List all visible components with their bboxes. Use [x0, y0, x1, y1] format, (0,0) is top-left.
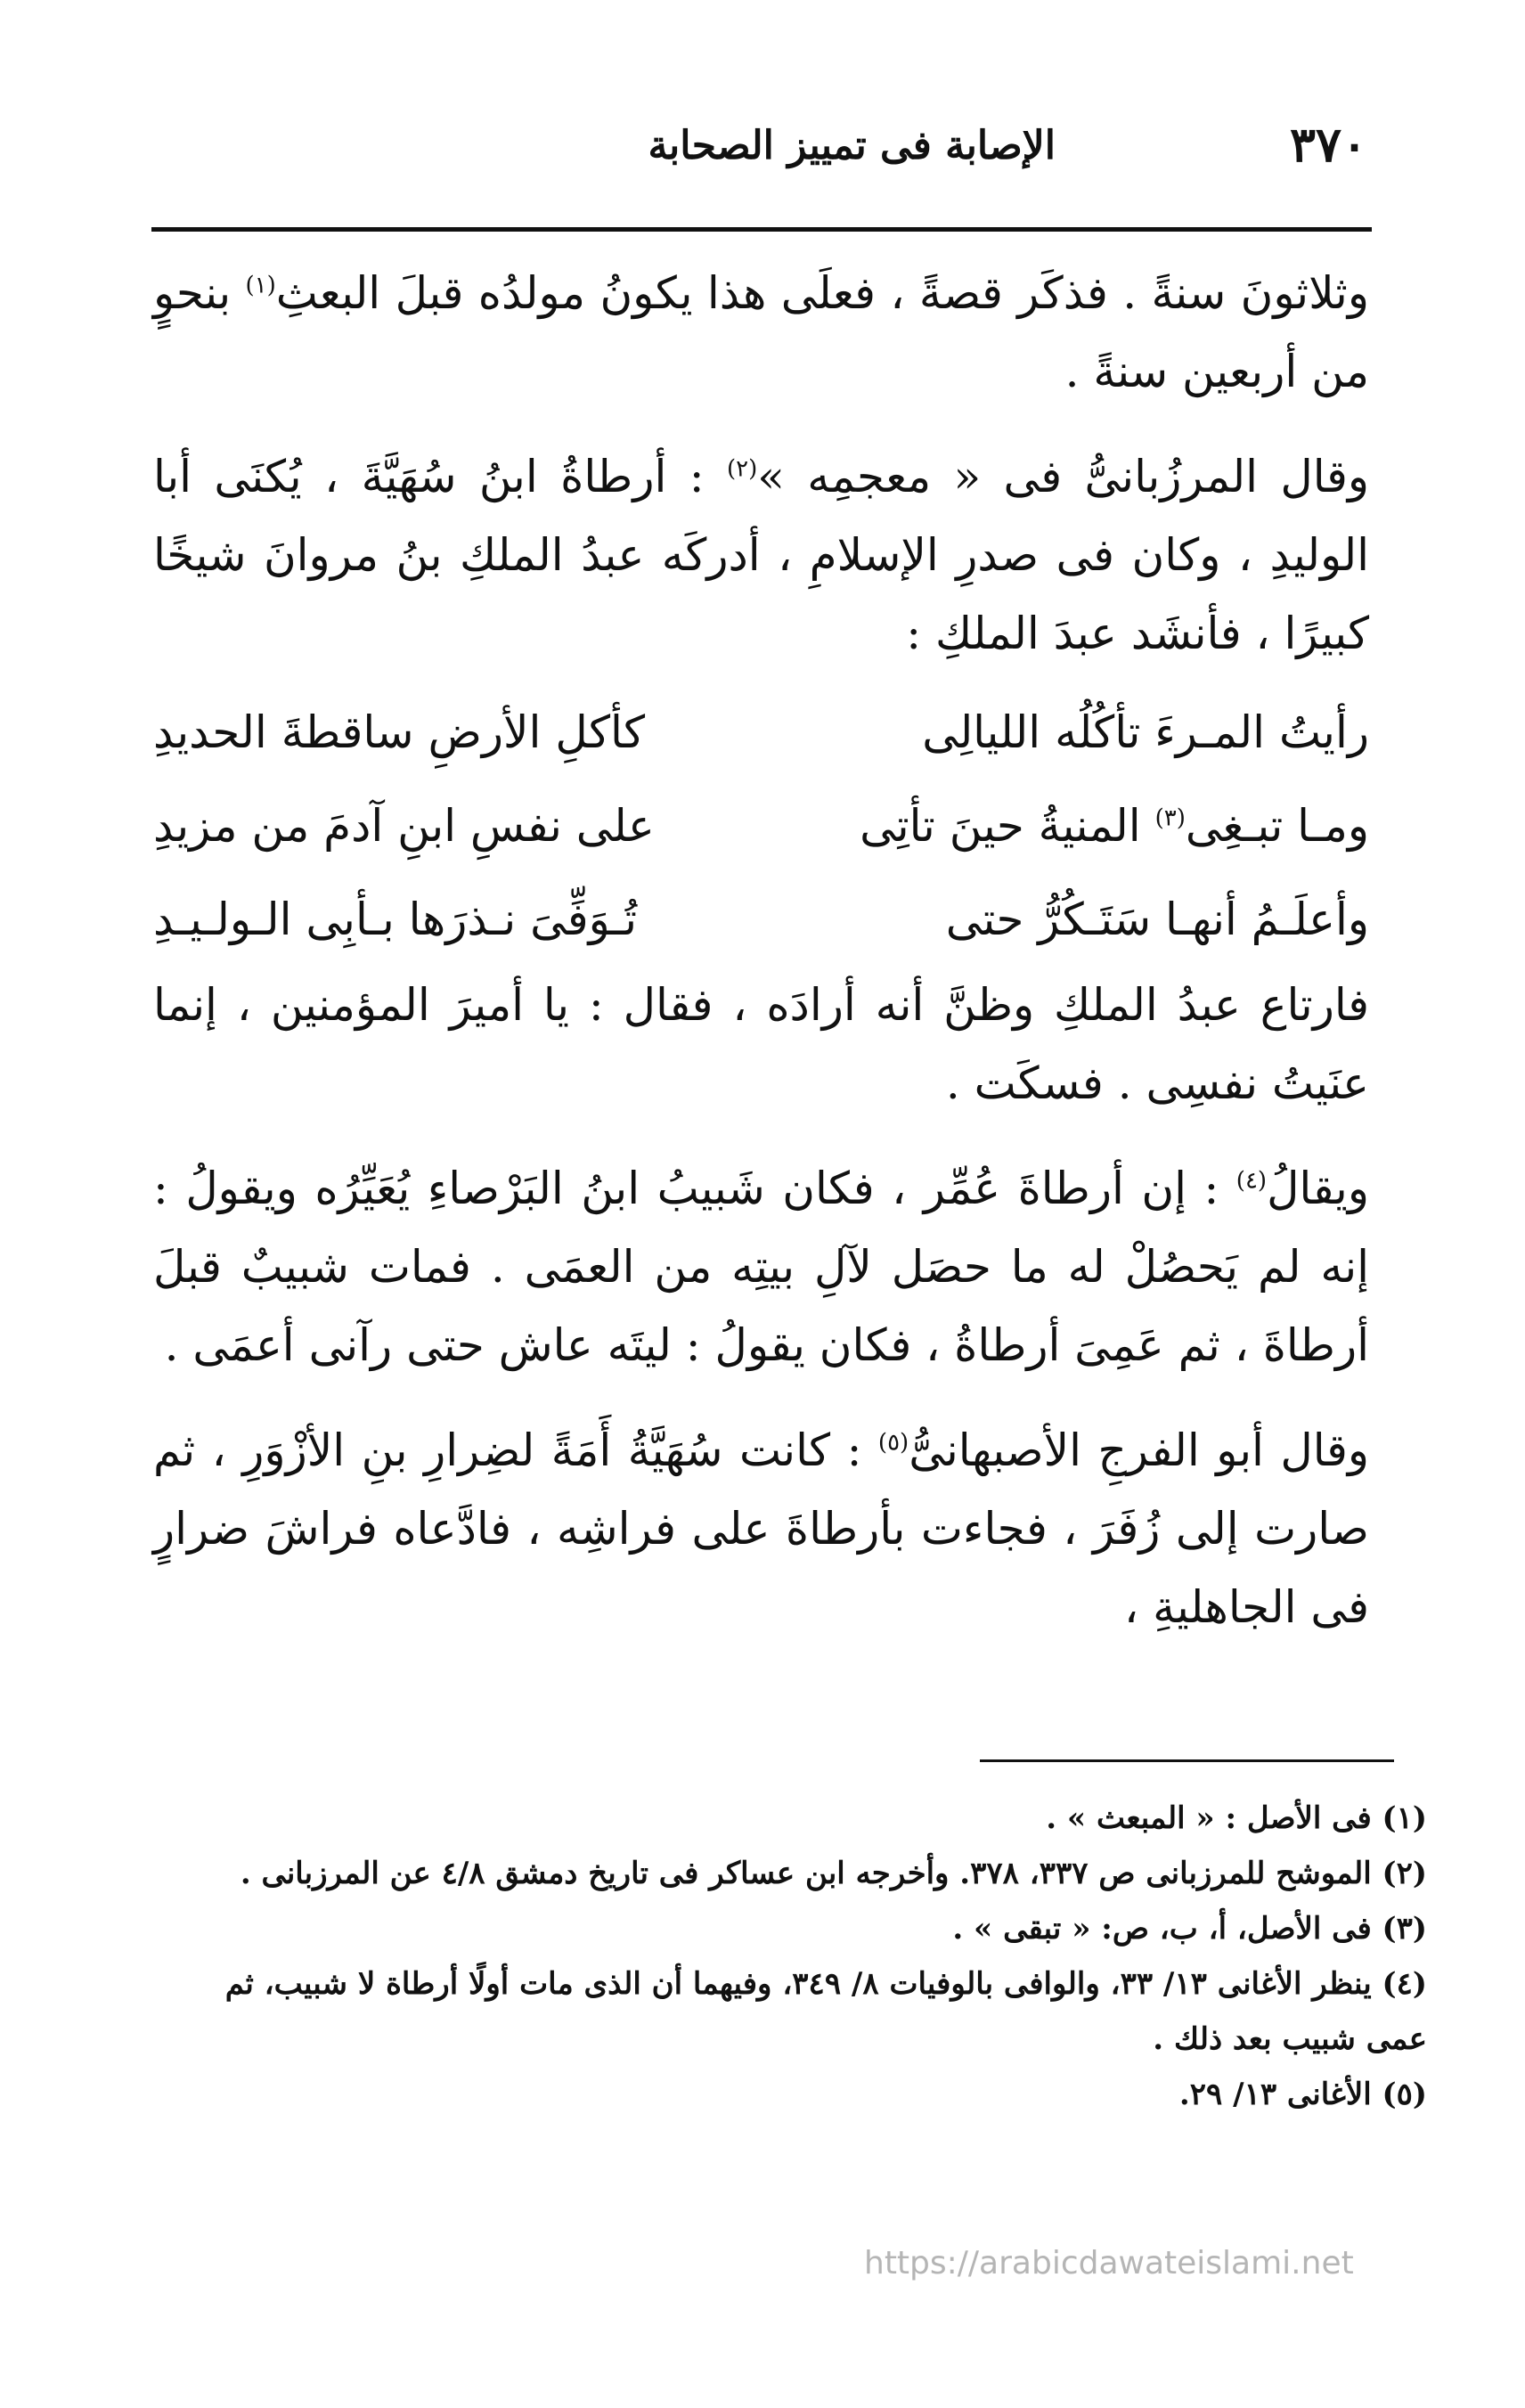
footnote-ref-1: (١) [245, 272, 276, 299]
footnote-rule [980, 1759, 1394, 1762]
verse-line [153, 685, 1369, 779]
paragraph-1: وثلاثونَ سنةً . فذكَر قصةً ، فعلَى هذا يكونُ مولدُه قبلَ البعثِ$^{(١)}$ بنحوٍ من أربعين سنةً . [153, 267, 1369, 397]
footnote-ref-2: (٢) [727, 455, 758, 483]
footnote-ref-5: (٥) [877, 1429, 909, 1457]
running-title: الإصابة فى تمييز الصحابة [648, 123, 1056, 168]
footnotes [162, 1791, 1427, 2122]
poem-verses [153, 685, 1369, 966]
verse-second-hemistich: كأكلِ الأرضِ ساقطةَ الحديدِ [153, 706, 646, 758]
header-rule [151, 227, 1372, 232]
footnote-ref-4: (٤) [1235, 1167, 1268, 1195]
page-number: ٣٧٠ [1289, 116, 1367, 173]
verse-second-hemistich: على نفسِ ابنِ آدمَ من مزيدِ [153, 799, 655, 852]
footnote-1: (١) فى الأصل : « المبعث » . [1046, 1800, 1427, 1836]
verse-line [153, 779, 1369, 872]
paragraph-3: فارتاع عبدُ الملكِ وظنَّ أنه أرادَه ، فقال : يا أميرَ المؤمنين ، إنما عنَيتُ نفسِى . فسكَت . [153, 979, 1369, 1109]
footnote-2: (٢) الموشح للمرزبانى ص ٣٣٧، ٣٧٨. وأخرجه ابن عساكر فى تاريخ دمشق ٤/٨ عن المرزبانى . [240, 1856, 1427, 1891]
paragraph-2: وقال المرزُبانىُّ فى « معجمِه »$^{(٢)}$ : أرطاةُ ابنُ سُهَيَّةَ ، يُكنَى أبا الوليدِ ، وكان فى صدرِ الإسلامِ ، أدركَه عبدُ الملكِ بنُ مروانَ شيخًا كبيرًا ، فأنشَد عبدَ الملكِ : [153, 451, 1370, 659]
paragraph-5: وقال أبو الفرجِ الأصبهانىُّ$^{(٥)}$ : كانت سُهَيَّةُ أَمَةً لضِرارِ بنِ الأزْوَرِ ، ثم صارت إلى زُفَرَ ، فجاءت بأرطاةَ على فراشِه ، فادَّعاه فراشَ ضرارٍ فى الجاهليةِ ، [153, 1424, 1369, 1633]
verse-second-hemistich: تُـوَفِّىَ نـذرَها بـأبِى الـولـيـدِ [153, 893, 638, 945]
verse-first-hemistich: ومـا تبـغِى$^{(٣)}$ المنيةُ حينَ تأتِى [860, 799, 1369, 852]
page-header [156, 116, 1367, 196]
footnote-5: (٥) الأغانى ١٣/ ٢٩. [1178, 2077, 1427, 2112]
paragraph-4: ويقالُ$^{(٤)}$ : إن أرطاةَ عُمِّر ، فكان شَبيبُ ابنُ البَرْصاءِ يُعَيِّرُه ويقولُ : إنه لم يَحصُلْ له ما حصَل لآلِ بيتِه من العمَى . فمات شبيبٌ قبلَ أرطاةَ ، ثم عَمِىَ أرطاةُ ، فكان يقولُ : ليتَه عاش حتى رآنى أعمَى . [153, 1163, 1369, 1371]
verse-first-hemistich: وأعلَـمُ أنهـا سَتَـكُرُّ حتى [945, 893, 1369, 945]
main-text [153, 254, 1369, 1673]
watermark-url: https://arabicdawateislami.net [864, 2245, 1354, 2281]
footnote-3: (٣) فى الأصل، أ، ب، ص: « تبقى » . [952, 1911, 1427, 1947]
verse-line [153, 872, 1369, 966]
footnote-ref-3: (٣) [1154, 804, 1186, 831]
verse-first-hemistich: رأيتُ المـرءَ تأكُلُه الليالِى [922, 706, 1369, 758]
footnote-4: (٤) ينظر الأغانى ١٣/ ٣٣، والوافى بالوفيات ٨/ ٣٤٩، وفيهما أن الذى مات أولًا أرطاة لا شبيب، ثم عمى شبيب بعد ذلك . [224, 1966, 1427, 2057]
